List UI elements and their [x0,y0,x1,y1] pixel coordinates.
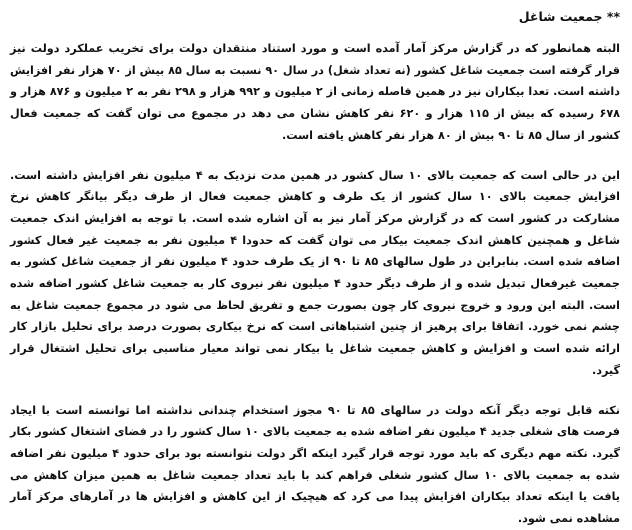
paragraph-job-creation: نکته قابل توجه دیگر آنکه دولت در سالهای ۸۵ تا ۹۰ مجوز استخدام چندانی نداشته اما توانسته است با ایجاد فرصت های شغلی جدید ۴ میلیون نفر اضافه شده به جمعیت بالای ۱۰ سال کشور را در فضای اشتغال کشور بکار گیرد. نکته مهم دیگری که باید مورد توجه قرار گیرد اینکه اگر دولت نتوانسته بود برای حدود ۴ میلیون نفر اضافه شده به جمعیت بالای ۱۰ سال کشور شغلی فراهم کند با باید تعداد جمعیت شاغل به همین میزان کاهش می یافت یا اینکه تعداد بیکاران افزایش پیدا می کرد که هیچیک از این کاهش و افزایش ها در آمارهای مرکز آمار مشاهده نمی شود. [10,403,621,526]
paragraph-participation-rate: این در حالی است که جمعیت بالای ۱۰ سال کشور در همین مدت نزدیک به ۴ میلیون نفر افزایش داشته است. افزایش جمعیت بالای ۱۰ سال کشور از یک طرف و کاهش جمعیت فعال از طرف دیگر بیانگر کاهش نرخ مشارکت در کشور است که در گزارش مرکز آمار نیز به آن اشاره شده است. با توجه به افزایش اندک جمعیت شاغل و همچنین کاهش اندک جمعیت بیکار می توان گفت که حدودا ۴ میلیون نفر به جمعیت غیر فعال کشور اضافه شده است. بنابراین در طول سالهای ۸۵ تا ۹۰ از یک طرف حدود ۴ میلیون نفر از جمعیت شاغل کشور به جمعیت غیرفعال تبدیل شده و از طرف دیگر حدود ۴ میلیون نفر نیروی کار به جمعیت شاغل کشور اضافه شده است. البته این ورود و خروج نیروی کار چون بصورت جمع و تفریق لحاظ می شود در مجموع جمعیت شاغل به چشم نمی خورد. اتفاقا برای پرهیز از چنین اشتباهاتی است که نرخ بیکاری بصورت درصد برای تحلیل بازار کار ارائه شده است و افزایش و کاهش جمعیت شاغل یا بیکار نمی تواند معیار مناسبی برای تحلیل اشتغال قرار گیرد. [10,168,621,377]
paragraph-employed-population: البته همانطور که در گزارش مرکز آمار آمده است و مورد استناد منتقدان دولت برای تخریب عملکرد دولت نیز قرار گرفته است جمعیت شاغل کشور (نه تعداد شغل) در سال ۹۰ نسبت به سال ۸۵ بیش از ۷۰ هزار نفر افزایش داشته است. تعدا بیکاران نیز در همین فاصله زمانی از ۲ میلیون و ۹۹۲ هزار و ۲۹۸ نفر به ۲ میلیون و ۸۷۶ هزار و ۶۷۸ رسیده که بیش از ۱۱۵ هزار و ۶۲۰ نفر کاهش نشان می دهد در مجموع می توان گفت که جمعیت فعال کشور از سال ۸۵ تا ۹۰ بیش از ۸۰ هزار نفر کاهش یافته است. [10,42,620,142]
section-heading: ** جمعیت شاغل [518,9,620,24]
